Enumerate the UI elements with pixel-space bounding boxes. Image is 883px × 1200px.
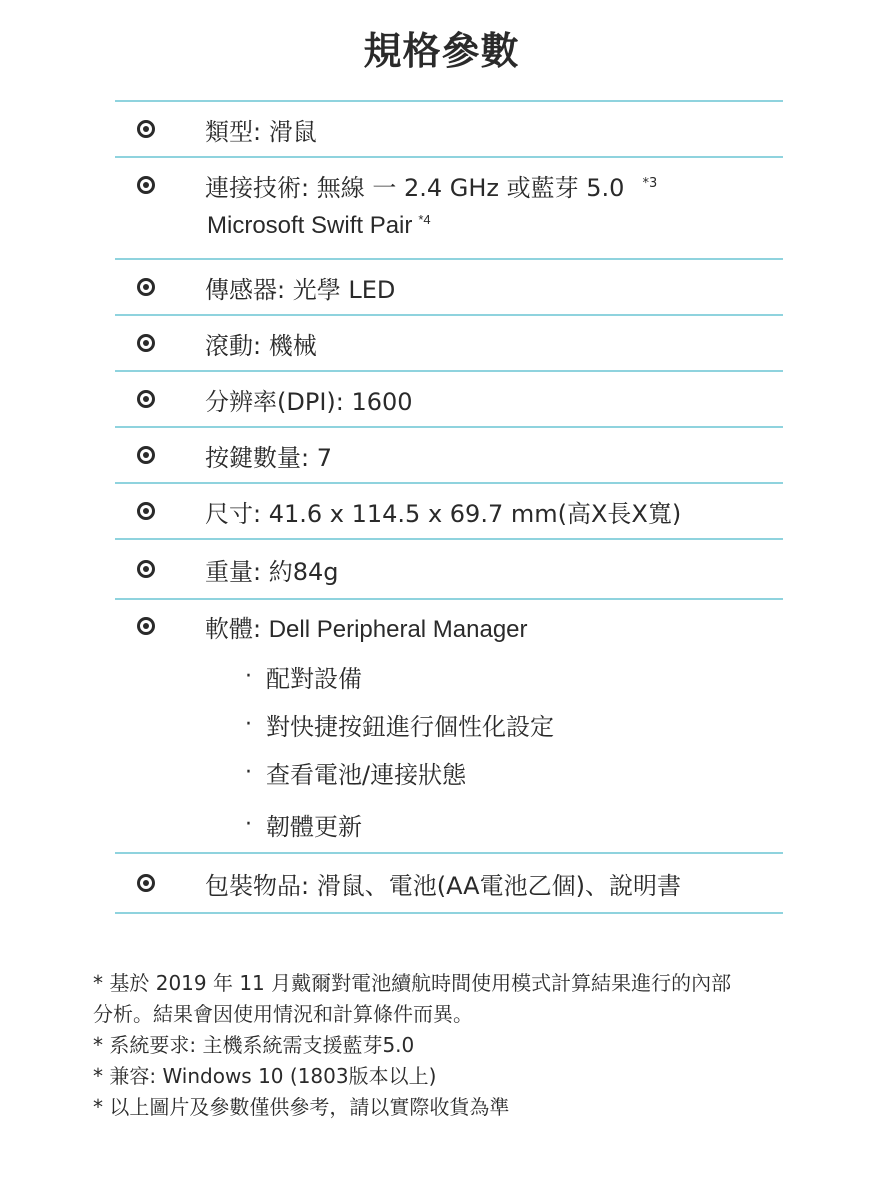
footnote-line: 分析。結果會因使用情況和計算條件而異。 — [93, 1002, 473, 1026]
footnote-line: * 基於 2019 年 11 月戴爾對電池續航時間使用模式計算結果進行的內部 — [93, 971, 732, 995]
software-feature — [115, 700, 783, 748]
spec-swift-pair-text: Microsoft Swift Pair — [207, 212, 413, 239]
target-bullet-icon — [137, 334, 155, 352]
spec-row-connectivity — [115, 158, 783, 260]
footnote-line: * 以上圖片及參數僅供參考，請以實際收貨為準 — [93, 1095, 510, 1119]
spec-connectivity-text: 連接技術: 無線 一 2.4 GHz 或藍芽 5.0 — [205, 173, 625, 202]
target-bullet-icon — [137, 278, 155, 296]
spec-list — [115, 100, 783, 914]
spec-dpi: 分辨率(DPI): 1600 — [205, 387, 413, 416]
spec-package: 包裝物品: 滑鼠、電池(AA電池乙個)、說明書 — [205, 871, 681, 900]
spec-buttons: 按鍵數量: 7 — [205, 443, 332, 472]
spec-type: 類型: 滑鼠 — [205, 117, 317, 146]
page-title: 規格參數 — [363, 29, 520, 73]
spec-row-scroll — [115, 316, 783, 372]
spec-row-size — [115, 484, 783, 540]
software-feature — [115, 748, 783, 796]
spec-sensor: 傳感器: 光學 LED — [205, 275, 396, 304]
footnote-mark: *3 — [642, 175, 658, 191]
target-bullet-icon — [137, 874, 155, 892]
spec-row-dpi — [115, 372, 783, 428]
software-feature-text: 韌體更新 — [266, 812, 362, 841]
spec-row-package — [115, 854, 783, 914]
spec-software-name: Dell Peripheral Manager — [268, 615, 528, 643]
footnote-line: * 兼容: Windows 10 (1803版本以上) — [93, 1064, 437, 1088]
dot-bullet-icon: · — [245, 663, 252, 689]
footnote-line: * 系統要求: 主機系統需支援藍芽5.0 — [93, 1033, 415, 1057]
spec-swift-pair — [207, 212, 431, 240]
spec-row-buttons — [115, 428, 783, 484]
spec-row-software — [115, 600, 783, 854]
dot-bullet-icon: · — [245, 811, 252, 837]
software-feature — [115, 796, 783, 852]
target-bullet-icon — [137, 502, 155, 520]
target-bullet-icon — [137, 560, 155, 578]
spec-weight: 重量: 約84g — [205, 557, 339, 586]
software-feature-text: 對快捷按鈕進行個性化設定 — [266, 712, 554, 741]
spec-connectivity — [205, 168, 657, 203]
software-feature-text: 查看電池/連接狀態 — [266, 760, 467, 789]
footnote-mark: *4 — [418, 212, 431, 227]
spec-software-label: 軟體: — [205, 614, 269, 643]
footnotes — [93, 968, 833, 1123]
target-bullet-icon — [137, 617, 155, 635]
spec-row-sensor — [115, 260, 783, 316]
software-feature — [115, 652, 783, 700]
target-bullet-icon — [137, 446, 155, 464]
spec-size: 尺寸: 41.6 x 114.5 x 69.7 mm(高X長X寬) — [205, 499, 682, 528]
target-bullet-icon — [137, 176, 155, 194]
software-feature-text: 配對設備 — [266, 664, 362, 693]
spec-row-type — [115, 102, 783, 158]
spec-row-weight — [115, 540, 783, 600]
target-bullet-icon — [137, 390, 155, 408]
spec-scroll: 滾動: 機械 — [205, 331, 317, 360]
spec-software — [205, 609, 528, 644]
dot-bullet-icon: · — [245, 711, 252, 737]
target-bullet-icon — [137, 120, 155, 138]
dot-bullet-icon: · — [245, 759, 252, 785]
